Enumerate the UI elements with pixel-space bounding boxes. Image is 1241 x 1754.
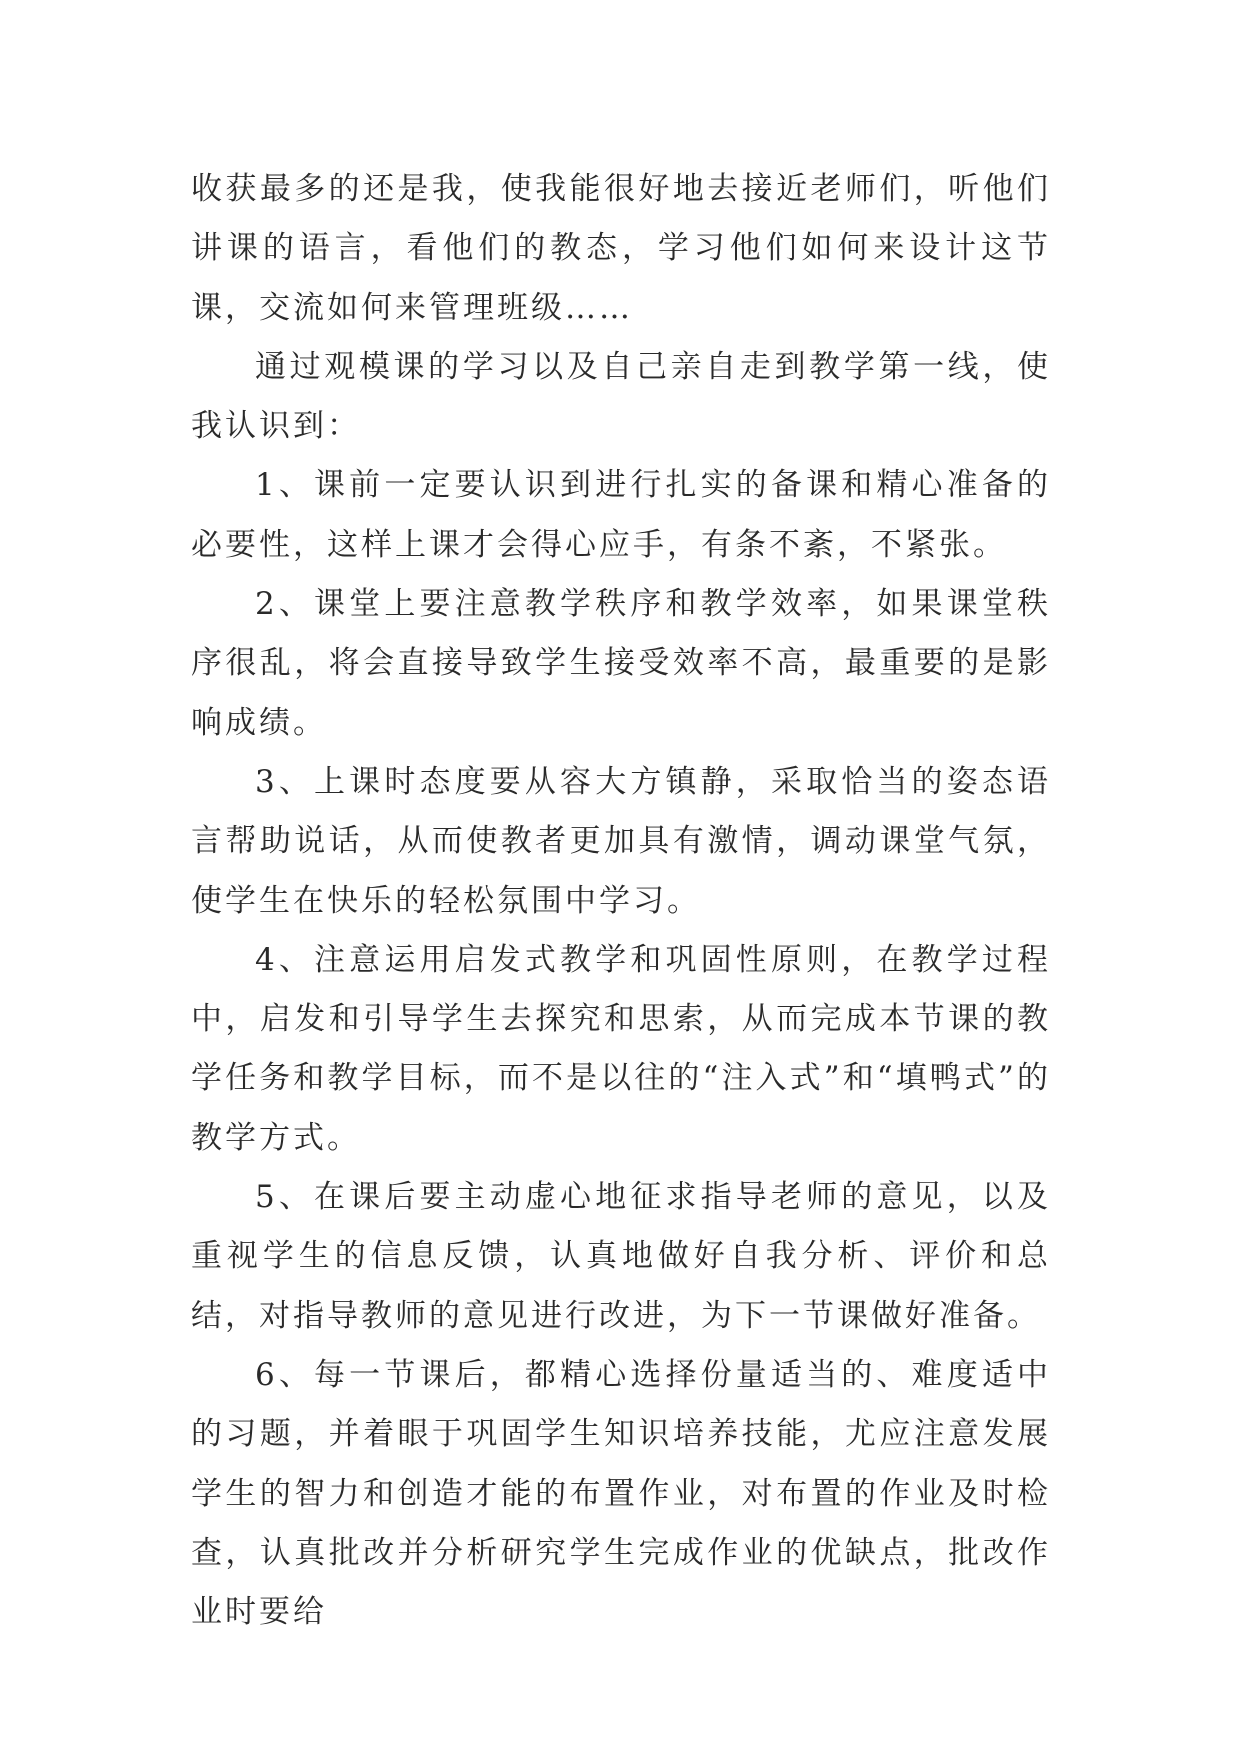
paragraph-intro: 通过观模课的学习以及自己亲自走到教学第一线，使我认识到： (191, 348, 1051, 445)
paragraph-item-1: 1、课前一定要认识到进行扎实的备课和精心准备的必要性，这样上课才会得心应手，有条不紊，不紧张。 (191, 467, 1051, 563)
paragraph-item-3: 3、上课时态度要从容大方镇静，采取恰当的姿态语言帮助说话，从而使教者更加具有激情，调动课堂气氛，使学生在快乐的轻松氛围中学习。 (191, 763, 1051, 919)
document-body (191, 160, 1051, 1642)
paragraph-item-5: 5、在课后要主动虚心地征求指导老师的意见，以及重视学生的信息反馈，认真地做好自我分析、评价和总结，对指导教师的意见进行改进，为下一节课做好准备。 (191, 1179, 1051, 1334)
paragraph-item-2: 2、课堂上要注意教学秩序和教学效率，如果课堂秩序很乱，将会直接导致学生接受效率不高，最重要的是影响成绩。 (191, 586, 1051, 741)
paragraph-continuation: 收获最多的还是我，使我能很好地去接近老师们，听他们讲课的语言，看他们的教态，学习他们如何来设计这节课，交流如何来管理班级…… (191, 171, 1051, 326)
paragraph-item-4: 4、注意运用启发式教学和巩固性原则，在教学过程中，启发和引导学生去探究和思索，从而完成本节课的教学任务和教学目标，而不是以往的“注入式”和“填鸭式”的教学方式。 (191, 941, 1051, 1156)
paragraph-item-6: 6、每一节课后，都精心选择份量适当的、难度适中的习题，并着眼于巩固学生知识培养技能，尤应注意发展学生的智力和创造才能的布置作业，对布置的作业及时检查，认真批改并分析研究学生完成作业的优缺点，批改作业时要给 (191, 1356, 1051, 1631)
